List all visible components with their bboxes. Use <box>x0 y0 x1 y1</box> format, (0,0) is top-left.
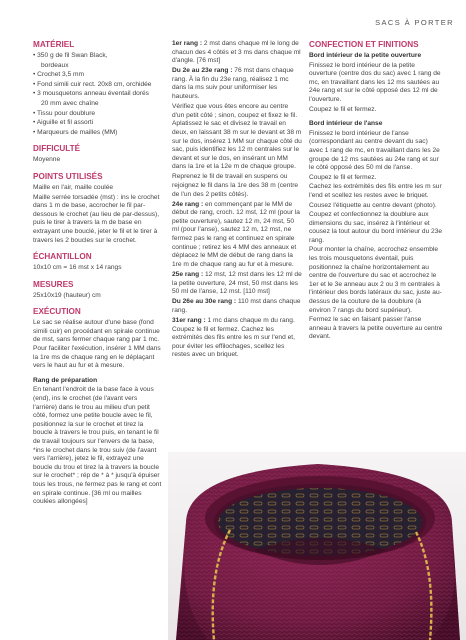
instruction-paragraph: Du 26e au 30e rang : 110 mst dans chaque rang. <box>172 298 301 314</box>
column-1 <box>33 40 163 508</box>
materiel-heading: MATÉRIEL <box>33 40 75 49</box>
materiel-item: 20 mm avec chaîne <box>41 99 99 107</box>
coupez-text: Coupez et confectionnez la doublure aux dimensions du sac, insérez à l'intérieur et cousez la tout autour du bord intérieur du 23e rang. <box>309 211 443 244</box>
echantillon-text: 10x10 cm = 16 mst x 14 rangs <box>33 264 122 272</box>
echantillon-heading: ÉCHANTILLON <box>33 252 92 262</box>
difficulte-text: Moyenne <box>33 156 61 164</box>
instruction-paragraph: Vérifiez que vous êtes encore au centre d'un petit côté ; sinon, coupez et fixez le fil. Aplatissez le sac et divisez le travail en deux, en laissant 38 m sur le devant et 38 m sur le dos, insérez 1 MM sur chaque côté du sac, puis identifiez les 12 m centrales sur le devant et sur le dos, en insérant un MM dans la 1re et la 12e m de chaque groupe. <box>172 103 302 171</box>
materiel-item: • Tissu pour doublure <box>33 109 96 117</box>
difficulte-heading: DIFFICULTÉ <box>33 144 81 154</box>
bord-heading: Bord intérieur de la petite ouverture <box>309 52 422 59</box>
instruction-paragraph: 25e rang : 12 mst, 12 mst dans les 12 ml de la petite ouverture, 24 mst, 50 mst dans les 50 ml de l'anse, 12 mst. [110 mst] <box>172 270 302 296</box>
rang-preparation-heading: Rang de préparation <box>33 376 98 384</box>
materiel-item: • 350 g de fil Swan Black, <box>33 52 108 59</box>
anse-heading: Bord intérieur de l'anse <box>309 120 383 128</box>
instruction-paragraph: Du 2e au 23e rang : 76 mst dans chaque rang. À la fin du 23e rang, réalisez 1 mc dans la ms suiv pour uniformiser les hauteurs. <box>172 67 294 101</box>
instruction-paragraph: 31er rang : 1 mc dans chaque m du rang. Coupez le fil et fermez. Cachez les extrémités des fils entre les m sur l'end et, pour éviter les effilochages, scellez les restes avec un briquet. <box>172 316 295 359</box>
bord-text: Finissez le bord intérieur de la petite ouverture (centre dos du sac) avec 1 rang de mc, en travaillant dans les 12 ms sautées au 24e rang et sur le côté opposé des 12 ml de l'ouverture. <box>309 61 441 103</box>
fermez-text: Fermez le sac en faisant passer l'anse anneau à travers la petite ouverture au centre devant. <box>309 316 443 341</box>
column-3 <box>309 40 443 343</box>
anse-end-text: Coupez le fil et fermez. <box>309 173 377 181</box>
rang-preparation-text: En tenant l'endroit de la base face à vous (end), ins le crochet (de l'avant vers l'arrière) dans le trou au milieu d'un petit côté, formez une petite boucle avec le fil, positionnez la sur le crochet et tirez la boucle à travers le trou puis, en tenant le fil de travail toujours sur l'envers de la base, *ins le crochet dans le trou suiv (de l'avant vers l'arrière), jetez le fil, extrayez une boucle du trou et tirez la à travers la boucle sur le crochet* ; rép de * à * jusqu'à épuiser tous les trous, ne fermez pas le rang et cont en spirale continue. [36 ml ou mailles coulées allongées] <box>33 386 162 506</box>
materiel-item: • Aiguille et fil assorti <box>33 119 94 127</box>
mesures-text: 25x10x19 (hauteur) cm <box>33 291 101 299</box>
points-text: Maille serrée torsadée (mst) : ins le crochet dans 1 m de base, accrocher le fil par-dessous le crochet (au lieu de par-dessus), puis le tirer à travers la m de base en extrayant une bouclé, jeter le fil et le tirer à travers les 2 boucles sur le crochet. <box>33 193 160 244</box>
confection-heading: CONFECTION ET FINITIONS <box>309 40 419 49</box>
instruction-paragraph: 1er rang : 2 mst dans chaque ml le long de chacun des 4 côtés et 3 ms dans chaque ml d'angle. [76 mst] <box>172 40 301 65</box>
mesures-heading: MESURES <box>33 279 74 289</box>
cachez-text: Cachez les extrémités des fils entre les m sur l'end et scellez les restes avec le briquet. <box>309 183 442 199</box>
instruction-paragraph: Reprenez le fil de travail en suspens ou rejoignez le fil dans la 1re des 38 m (centre de l'un des 2 petits côtés). <box>172 173 299 198</box>
crochet-bag-illustration <box>168 452 466 640</box>
anse-text: Finissez le bord intérieur de l'anse (correspondant au centre devant du sac) avec 1 rang de mc, en travaillant dans les 2e groupe de 12 ms sautées au 24e rang et sur le côté opposé des 50 ml de l'anse. <box>309 129 440 172</box>
running-header: SACS À PORTER <box>375 18 454 27</box>
column-2 <box>172 40 302 361</box>
bord-end-text: Coupez le fil et fermez. <box>309 105 377 113</box>
execution-text: Le sac se réalise autour d'une base (fond simili cuir) en procédant en spirale continue de mst, sans fermer chaque rang par 1 mc. Pour faciliter l'exécution, insérer 1 MM dans la 1re ms de chaque rang en le déplaçant vers le haut au fur et à mesure. <box>33 319 161 370</box>
materiel-item: bordeaux <box>41 61 69 69</box>
chaine-text: Pour monter la chaîne, accrochez ensemble les trois mousquetons éventail, puis positionnez la chaîne horizontalement au centre de l'ouverture du sac et accrochez le 1er et le 3e anneau aux 2 ou 3 m centrales à l'intérieur des bords latéraux du sac, juste au-dessus de la couture de la doublure (à environ 7 rangs du bord supérieur). <box>309 246 442 314</box>
materiel-item: • Crochet 3,5 mm <box>33 71 85 79</box>
materiel-item: • 3 mousquetons anneau éventail dorés <box>33 90 149 98</box>
points-heading: POINTS UTILISÉS <box>33 171 103 181</box>
crochet-bag-photo <box>168 452 466 640</box>
execution-heading: EXÉCUTION <box>33 307 81 317</box>
instruction-paragraph: 24e rang : en commençant par le MM de début de rang, croch. 12 mst, 12 ml (pour la petite ouverture), sautez 12 m, 24 mst, 50 ml (pour l'anse), sautez 12 m, 12 mst, ne fermez pas le rang et continuez en spirale continue ; retirez les 4 MM des anneaux et déplacez le MM de début de rang dans la 1re m de chaque rang au fur et à mesure. <box>172 200 300 268</box>
materiel-item: • Marqueurs de mailles (MM) <box>33 128 118 136</box>
cousez-text: Cousez l'étiquette au centre devant (photo). <box>309 201 437 209</box>
materiel-item: • Fond simili cuir rect. 20x8 cm, orchidée <box>33 80 152 88</box>
points-text: Maille en l'air, maille coulée <box>33 183 114 191</box>
